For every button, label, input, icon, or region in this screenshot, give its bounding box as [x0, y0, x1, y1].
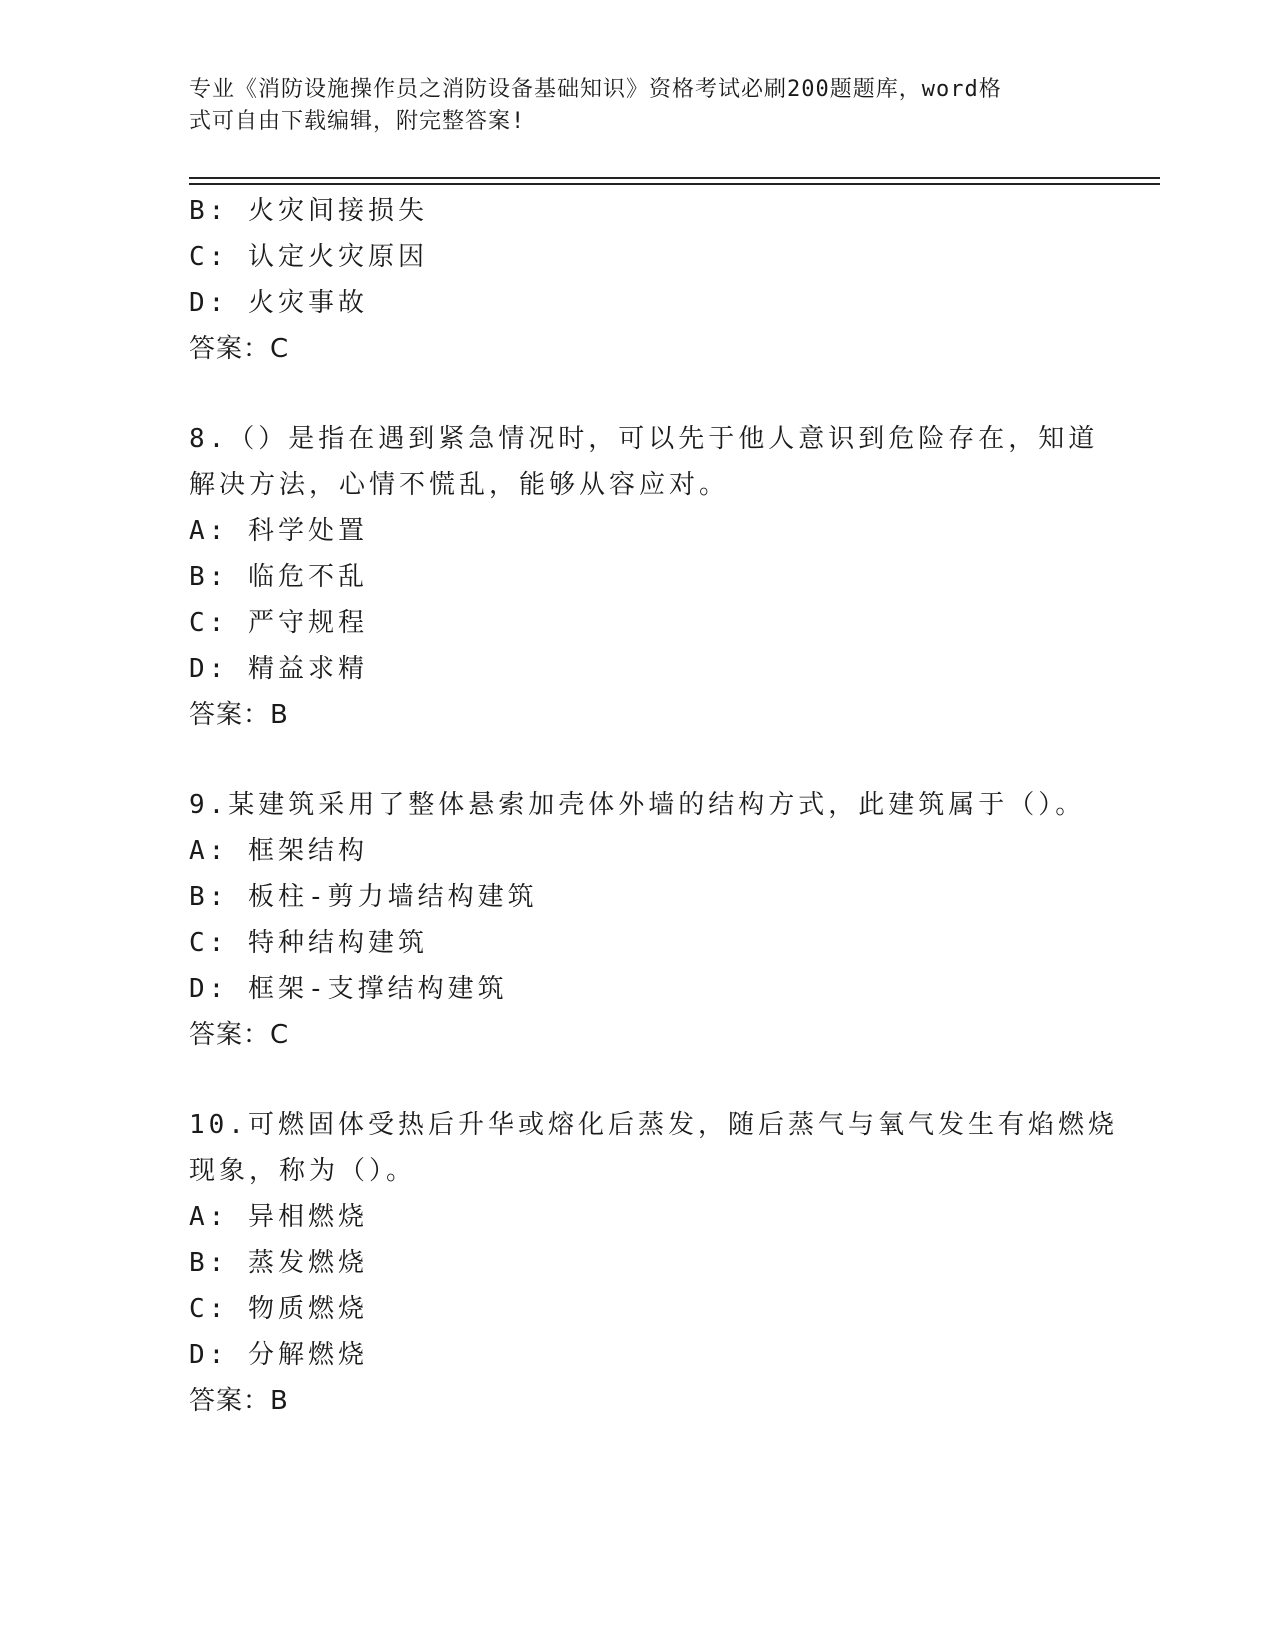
question-text: 现象，称为（）。: [189, 1156, 417, 1186]
option-b: B: 临危不乱: [189, 562, 368, 592]
option-c: C: 严守规程: [189, 608, 368, 638]
question-text: 解决方法，心情不慌乱，能够从容应对。: [189, 470, 730, 500]
option-d: D: 精益求精: [189, 654, 368, 684]
question-text: 8.（）是指在遇到紧急情况时，可以先于他人意识到危险存在，知道: [189, 424, 1099, 454]
option-a: A: 异相燃烧: [189, 1202, 368, 1232]
header-rule-top: [189, 177, 1160, 179]
option-c: C: 物质燃烧: [189, 1294, 368, 1324]
option-c: C: 认定火灾原因: [189, 242, 428, 272]
option-a: A: 框架结构: [189, 836, 368, 866]
option-d: D: 框架-支撑结构建筑: [189, 974, 508, 1004]
option-c: C: 特种结构建筑: [189, 928, 428, 958]
question-10: [189, 1102, 1118, 1424]
question-text: 10.可燃固体受热后升华或熔化后蒸发，随后蒸气与氧气发生有焰燃烧: [189, 1110, 1118, 1140]
option-d: D: 火灾事故: [189, 288, 368, 318]
document-header: [189, 74, 1069, 138]
question-text: 9.某建筑采用了整体悬索加壳体外墙的结构方式，此建筑属于（）。: [189, 790, 1086, 820]
header-rule-bottom: [189, 183, 1160, 185]
answer: 答案：B: [189, 700, 289, 730]
question-8: [189, 416, 1099, 738]
option-b: B: 板柱-剪力墙结构建筑: [189, 882, 538, 912]
option-d: D: 分解燃烧: [189, 1340, 368, 1370]
question-list: [189, 188, 1118, 1424]
answer: 答案：C: [189, 1020, 290, 1050]
header-line-1: 专业《消防设施操作员之消防设备基础知识》资格考试必刷200题题库，word格: [189, 77, 1002, 102]
question-9: [189, 782, 1089, 1058]
header-line-2: 式可自由下载编辑，附完整答案!: [189, 109, 526, 134]
option-b: B: 火灾间接损失: [189, 196, 428, 226]
answer: 答案：B: [189, 1386, 289, 1416]
option-a: A: 科学处置: [189, 516, 368, 546]
continued-question: [189, 188, 1089, 372]
answer: 答案：C: [189, 334, 290, 364]
option-b: B: 蒸发燃烧: [189, 1248, 368, 1278]
